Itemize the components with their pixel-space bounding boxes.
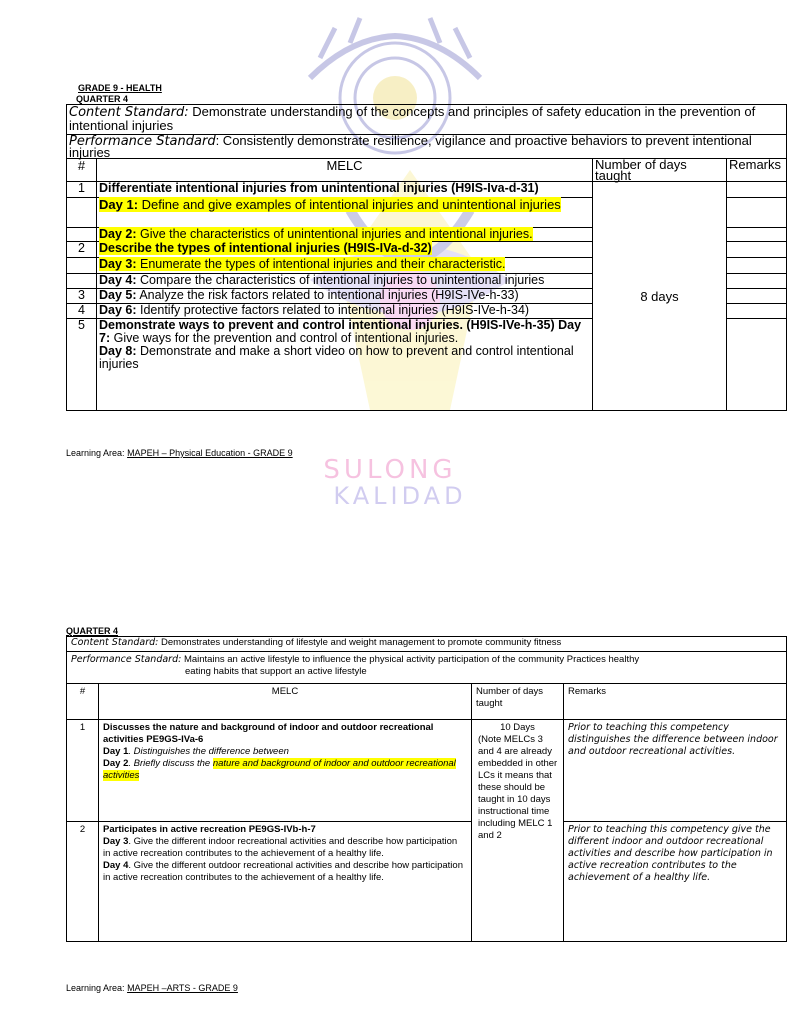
day-label: Day 1: [103, 746, 129, 757]
day-text: Identify protective factors related to intentional injuries (H9IS-IVe-h-34): [136, 303, 530, 317]
col-remarks-header: Remarks: [727, 159, 787, 182]
day-text: . Briefly discuss the: [128, 758, 213, 769]
melc-title: Participates in active recreation PE9GS-IVb-h-7: [103, 824, 316, 835]
learning-area-value: MAPEH –ARTS - GRADE 9: [127, 983, 238, 993]
days-taught-cell-2: 10 Days (Note MELCs 3 and 4 are already embedded in other LCs it means that these should be taught in 10 days instructional time including MELC 1 and 2: [472, 720, 564, 942]
col-days-header: Number of days taught: [593, 159, 727, 182]
day-text: . Distinguishes the difference between: [128, 746, 289, 757]
day-text: Analyze the risk factors related to intentional injuries (H9IS-IVe-h-33): [136, 288, 519, 302]
row-number: 4: [67, 304, 97, 319]
health-melc-table: [66, 104, 787, 411]
watermark-sulong: SULONG: [323, 455, 457, 485]
day-text: Give ways for the prevention and control of intentional injuries.: [110, 331, 459, 345]
grade-heading: GRADE 9 - HEALTH: [78, 83, 162, 93]
day-label: Day 1:: [99, 197, 139, 212]
performance-standard-cell: [67, 135, 787, 159]
melc-entry: [99, 822, 472, 942]
melc-title: Discusses the nature and background of indoor and outdoor recreational activities PE9GS-IVa-6: [103, 722, 434, 745]
content-standard-text: Demonstrate understanding of the concepts and principles of safety education in the prevention of intentional injuries: [69, 104, 756, 133]
day-label: Day 2: [103, 758, 129, 769]
melc-entry: [97, 319, 593, 411]
quarter-heading: QUARTER 4: [76, 94, 129, 104]
day-text-tail: injuries: [99, 357, 139, 371]
day-text: . Give the different indoor recreational activities and describe how participation in active recreation contributes to the achievement of a healthy life.: [103, 836, 458, 859]
day-label: Day 8:: [99, 344, 137, 358]
day-label: Day 2:: [99, 227, 137, 241]
col-num-header: #: [67, 159, 97, 182]
remark-text: Prior to teaching this competency distinguishes the difference between indoor and outdoor recreational activities.: [564, 720, 787, 822]
day-label: Day 4:: [99, 273, 137, 287]
row-number: 2: [67, 822, 99, 942]
row-number: 1: [67, 182, 97, 198]
melc-text: Describe the types of intentional injuries (H9IS-IVa-d-32): [97, 242, 593, 258]
content-standard-cell: [67, 105, 787, 135]
performance-standard-text: : Consistently demonstrate resilience, vigilance and proactive behaviors to prevent intentional injuries: [69, 133, 752, 160]
day-text: Compare the characteristics of intentional injuries to unintentional injuries: [136, 273, 545, 287]
learning-area-label: Learning Area:: [66, 983, 125, 993]
day-text: Define and give examples of intentional injuries and unintentional injuries: [138, 197, 561, 212]
row-number: 2: [67, 242, 97, 258]
day-label: Day 7:: [99, 318, 582, 345]
watermark-kalidad: KALIDAD: [333, 482, 467, 510]
col-days-header-2: Number of days taught: [472, 684, 564, 720]
day-entry: [97, 304, 593, 319]
day-label: Day 3: [103, 836, 129, 847]
quarter-heading-2: QUARTER 4: [66, 626, 119, 636]
day-text: . Give the different outdoor recreational activities and describe how participation in active recreation contributes to the achievement of a healthy life.: [103, 860, 463, 883]
melc-text: Differentiate intentional injuries from unintentional injuries (H9IS-Iva-d-31): [97, 182, 593, 198]
col-melc-header: MELC: [97, 159, 593, 182]
learning-area-arts: [66, 983, 238, 993]
learning-area-value: MAPEH – Physical Education - GRADE 9: [127, 448, 293, 458]
content-standard-label: Content Standard:: [69, 105, 189, 120]
day-label: Day 3:: [99, 257, 137, 271]
pe-melc-table: [66, 636, 787, 942]
day-text: Give the characteristics of unintentional injuries and intentional injuries.: [136, 227, 533, 241]
day-label: Day 4: [103, 860, 129, 871]
day-entry: [97, 289, 593, 304]
performance-standard-cell-2: Performance Standard: Maintains an active lifestyle to influence the physical activity participation of the community Practices healthy eating habits that support an active lifestyle: [67, 652, 787, 684]
melc-text: Demonstrate ways to prevent and control intentional injuries. (H9IS-IVe-h-35): [99, 318, 555, 332]
day-entry: [97, 274, 593, 289]
col-num-header-2: #: [67, 684, 99, 720]
row-number: 5: [67, 319, 97, 411]
performance-standard-label: Performance Standard: [69, 134, 216, 149]
row-number: 1: [67, 720, 99, 822]
day-label: Day 5:: [99, 288, 137, 302]
remark-text: Prior to teaching this competency give the different indoor and outdoor recreational activities and describe how participation in active recreation contributes to the achievement of a healthy life.: [564, 822, 787, 942]
row-number: 3: [67, 289, 97, 304]
content-standard-cell-2: Content Standard: Demonstrates understanding of lifestyle and weight management to promote community fitness: [67, 637, 787, 652]
day-text: Enumerate the types of intentional injuries and their characteristic.: [136, 257, 506, 271]
day-label: Day 6:: [99, 303, 137, 317]
col-remarks-header-2: Remarks: [564, 684, 787, 720]
day-text: Demonstrate and make a short video on how to prevent and control intentional: [136, 344, 574, 358]
melc-entry: [99, 720, 472, 822]
day-entry: [97, 228, 593, 242]
day-entry: [97, 198, 593, 228]
day-text-highlight: nature and background of indoor and outdoor recreational activities: [103, 758, 456, 781]
days-taught-cell: 8 days: [593, 182, 727, 411]
learning-area-pe: [66, 448, 293, 458]
day-entry: [97, 258, 593, 274]
col-melc-header-2: MELC: [99, 684, 472, 720]
learning-area-label: Learning Area:: [66, 448, 125, 458]
